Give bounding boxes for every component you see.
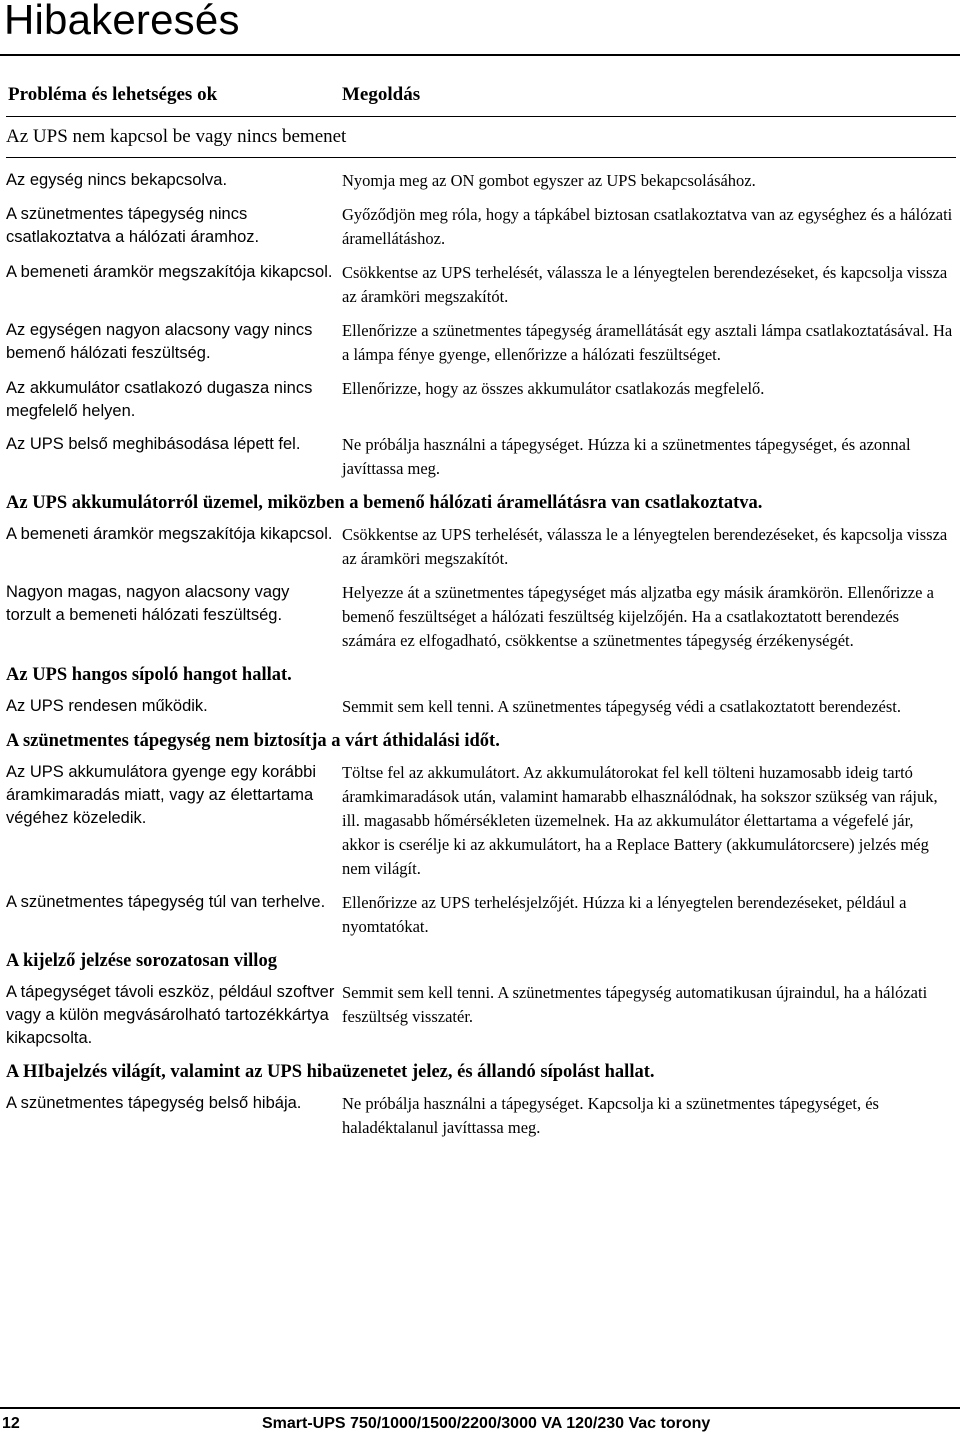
solution-cell: Semmit sem kell tenni. A szünetmentes tápegység automatikusan újraindul, ha a hálózati feszültség visszatér. (342, 983, 928, 1026)
table-row (6, 433, 956, 481)
solution-cell: Győződjön meg róla, hogy a tápkábel biztosan csatlakoztatva van az egységhez és a hálózati áramellátáshoz. (342, 205, 953, 248)
troubleshooting-table (6, 84, 956, 1150)
solution-cell: Ellenőrizze az UPS terhelésjelzőjét. Húzza ki a lényegtelen berendezéseket, például a nyomtatókat. (342, 893, 907, 936)
table-row (6, 1092, 956, 1140)
section-title: A kijelző jelzése sorozatosan villog (6, 951, 277, 971)
problem-cell: A szünetmentes tápegység belső hibája. (6, 1094, 302, 1112)
solution-cell: Ellenőrizze, hogy az összes akkumulátor csatlakozás megfelelő. (342, 379, 765, 398)
table-row (6, 891, 956, 939)
solution-column-header: Megoldás (342, 84, 421, 105)
problem-cell: Az egységen nagyon alacsony vagy nincs bemenő hálózati feszültség. (6, 321, 313, 362)
problem-cell: Az UPS rendesen működik. (6, 697, 208, 715)
problem-cell: A szünetmentes tápegység túl van terhelve. (6, 893, 326, 911)
solution-cell: Ne próbálja használni a tápegységet. Kapcsolja ki a szünetmentes tápegységet, és haladéktalanul javíttassa meg. (342, 1094, 879, 1137)
problem-column-header: Probléma és lehetséges ok (8, 84, 218, 105)
solution-cell: Ellenőrizze a szünetmentes tápegység áramellátását egy asztali lámpa csatlakoztatásával. Ha a lámpa fénye gyenge, ellenőrizze a hálózati feszültséget. (342, 321, 953, 364)
page-number: 12 (2, 1415, 20, 1432)
solution-cell: Töltse fel az akkumulátort. Az akkumulátorokat fel kell tölteni huzamosabb ideig tartó áramkimaradások után, valamint hamarabb elhasználódnak, ha sokszor szükség van rájuk, ill. magasabb hőmérsékleten üzemelnek. Ha az akkumulátor élettartama a végefelé jár, akkor is cserélje ki az akkumulátort, ha a Replace Battery (akkumulátorcsere) jelzés még nem világít. (342, 763, 938, 878)
solution-cell: Helyezze át a szünetmentes tápegységet más aljzatba egy másik áramkörön. Ellenőrizze a bemenő feszültséget a hálózati feszültség kijelzőjén. Ha a csatlakoztatott berendezés számára ez elfogadható, csökkentse a szünetmentes tápegység érzékenységét. (342, 583, 934, 650)
problem-cell: A tápegységet távoli eszköz, például szoftver vagy a külön megvásárolható tartozékkártya kikapcsolta. (6, 983, 335, 1047)
solution-cell: Ne próbálja használni a tápegységet. Húzza ki a szünetmentes tápegységet, és azonnal javíttassa meg. (342, 435, 911, 478)
section-title: Az UPS nem kapcsol be vagy nincs bemenet (6, 126, 347, 147)
page-title: Hibakeresés (4, 0, 240, 43)
section-title: A HIbajelzés világít, valamint az UPS hibaüzenetet jelez, és állandó sípolást hallat. (6, 1062, 655, 1082)
solution-cell: Csökkentse az UPS terhelését, válassza le a lényegtelen berendezéseket, és kapcsolja vissza az áramköri megszakítót. (342, 263, 948, 306)
problem-cell: A bemeneti áramkör megszakítója kikapcsol. (6, 263, 333, 281)
problem-cell: Az UPS akkumulátora gyenge egy korábbi áramkimaradás miatt, vagy az élettartama végéhez közeledik. (6, 763, 317, 827)
solution-cell: Semmit sem kell tenni. A szünetmentes tápegység védi a csatlakoztatott berendezést. (342, 697, 902, 716)
table-row (6, 169, 956, 193)
sections-container (6, 125, 956, 1140)
bottom-rule (0, 1407, 960, 1409)
table-row (6, 581, 956, 653)
problem-cell: Nagyon magas, nagyon alacsony vagy torzult a bemeneti hálózati feszültség. (6, 583, 290, 624)
table-header (6, 84, 956, 116)
problem-cell: A szünetmentes tápegység nincs csatlakoztatva a hálózati áramhoz. (6, 205, 260, 246)
product-name: Smart-UPS 750/1000/1500/2200/3000 VA 120/230 Vac torony (262, 1415, 711, 1432)
table-row (6, 203, 956, 251)
table-row (6, 261, 956, 309)
table-row (6, 695, 956, 719)
problem-cell: Az egység nincs bekapcsolva. (6, 171, 228, 189)
problem-cell: Az UPS belső meghibásodása lépett fel. (6, 435, 301, 453)
section-title: Az UPS akkumulátorról üzemel, miközben a bemenő hálózati áramellátásra van csatlakoztatva. (6, 493, 763, 513)
section-title: Az UPS hangos sípoló hangot hallat. (6, 665, 292, 685)
solution-cell: Nyomja meg az ON gombot egyszer az UPS bekapcsolásához. (342, 171, 756, 190)
table-row (6, 377, 956, 423)
section-title: A szünetmentes tápegység nem biztosítja a várt áthidalási időt. (6, 731, 500, 751)
section-divider (6, 157, 956, 158)
header-divider (6, 116, 956, 117)
top-rule (0, 54, 960, 56)
table-row (6, 523, 956, 571)
table-row (6, 319, 956, 367)
table-row (6, 761, 956, 881)
problem-cell: Az akkumulátor csatlakozó dugasza nincs megfelelő helyen. (6, 379, 313, 420)
table-row (6, 981, 956, 1050)
solution-cell: Csökkentse az UPS terhelését, válassza le a lényegtelen berendezéseket, és kapcsolja vissza az áramköri megszakítót. (342, 525, 948, 568)
problem-cell: A bemeneti áramkör megszakítója kikapcsol. (6, 525, 333, 543)
